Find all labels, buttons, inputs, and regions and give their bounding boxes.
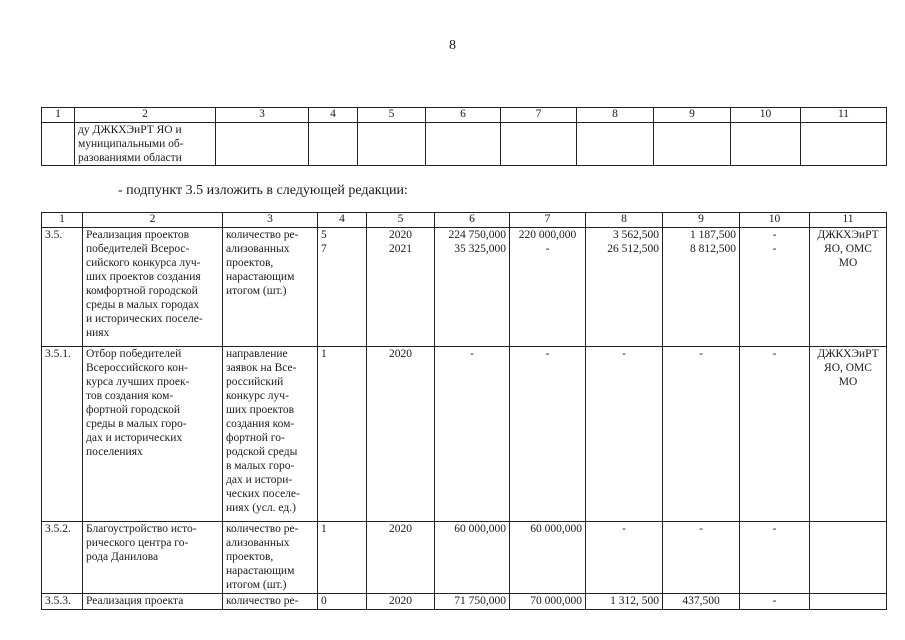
- table-cell: [216, 123, 309, 166]
- indicator-value: 1: [318, 522, 367, 594]
- table-row: [42, 228, 887, 347]
- indicator-name: направление заявок на Все- российский конкурс луч- ших проектов создания ком- фортной го- родской среды в малых горо- дах и истори- ческих поселе- ниях (усл. ед.): [223, 347, 318, 522]
- table-cell: [577, 123, 654, 166]
- year-cell: 2020: [367, 347, 435, 522]
- header-row: [42, 213, 887, 228]
- measure-name: Реализация проекта: [83, 594, 223, 610]
- header-cell: 3: [216, 108, 309, 123]
- funding-cell: -: [663, 347, 740, 522]
- header-cell: 8: [586, 213, 663, 228]
- funding-cell: 224 750,000 35 325,000: [435, 228, 510, 347]
- table-cell: ду ДЖКХЭиРТ ЯО и муниципальными об- разованиями области: [75, 123, 216, 166]
- header-cell: 9: [654, 108, 731, 123]
- indicator-name: количество ре-: [223, 594, 318, 610]
- indicator-value: 5 7: [318, 228, 367, 347]
- funding-cell: -: [510, 347, 586, 522]
- table-row: [42, 347, 887, 522]
- indicator-value: 1: [318, 347, 367, 522]
- header-cell: 10: [731, 108, 801, 123]
- measure-name: Реализация проектов победителей Всерос- сийского конкурса луч- ших проектов создания комфортной городской среды в малых городах и исторических поселе- ниях: [83, 228, 223, 347]
- table-cell: [426, 123, 501, 166]
- header-cell: 6: [426, 108, 501, 123]
- executor-cell: ДЖКХЭиРТ ЯО, ОМС МО: [810, 228, 887, 347]
- funding-cell: 60 000,000: [435, 522, 510, 594]
- table-cell: [501, 123, 577, 166]
- funding-cell: 1 312, 500: [586, 594, 663, 610]
- header-cell: 7: [501, 108, 577, 123]
- header-cell: 6: [435, 213, 510, 228]
- header-cell: 1: [42, 108, 75, 123]
- header-cell: 2: [75, 108, 216, 123]
- funding-cell: 3 562,500 26 512,500: [586, 228, 663, 347]
- executor-cell: [810, 594, 887, 610]
- continuation-table: [41, 107, 887, 166]
- executor-cell: [810, 522, 887, 594]
- header-cell: 9: [663, 213, 740, 228]
- header-cell: 11: [801, 108, 887, 123]
- year-cell: 2020 2021: [367, 228, 435, 347]
- table-cell: [309, 123, 358, 166]
- table-cell: [42, 123, 75, 166]
- header-cell: 5: [367, 213, 435, 228]
- funding-cell: 437,500: [663, 594, 740, 610]
- indicator-value: 0: [318, 594, 367, 610]
- funding-cell: -: [435, 347, 510, 522]
- row-number: 3.5.: [42, 228, 83, 347]
- header-cell: 4: [318, 213, 367, 228]
- funding-cell: -: [740, 594, 810, 610]
- table-cell: [654, 123, 731, 166]
- row-number: 3.5.3.: [42, 594, 83, 610]
- header-cell: 8: [577, 108, 654, 123]
- header-cell: 1: [42, 213, 83, 228]
- page-number: 8: [449, 38, 456, 53]
- header-cell: 3: [223, 213, 318, 228]
- year-cell: 2020: [367, 594, 435, 610]
- funding-cell: -: [740, 347, 810, 522]
- measure-name: Благоустройство исто- рического центра го- рода Данилова: [83, 522, 223, 594]
- row-number: 3.5.1.: [42, 347, 83, 522]
- header-cell: 10: [740, 213, 810, 228]
- header-cell: 11: [810, 213, 887, 228]
- header-cell: 4: [309, 108, 358, 123]
- table-cell: [358, 123, 426, 166]
- year-cell: 2020: [367, 522, 435, 594]
- main-table: [41, 212, 887, 610]
- funding-cell: -: [663, 522, 740, 594]
- funding-cell: 60 000,000: [510, 522, 586, 594]
- funding-cell: 1 187,500 8 812,500: [663, 228, 740, 347]
- funding-cell: 220 000,000 -: [510, 228, 586, 347]
- funding-cell: -: [740, 522, 810, 594]
- indicator-name: количество ре- ализованных проектов, нарастающим итогом (шт.): [223, 522, 318, 594]
- funding-cell: 71 750,000: [435, 594, 510, 610]
- funding-cell: -: [586, 522, 663, 594]
- row-number: 3.5.2.: [42, 522, 83, 594]
- measure-name: Отбор победителей Всероссийского кон- курса лучших проек- тов создания ком- фортной городской среды в малых горо- дах и исторических поселениях: [83, 347, 223, 522]
- table-row: [42, 594, 887, 610]
- funding-cell: - -: [740, 228, 810, 347]
- indicator-name: количество ре- ализованных проектов, нарастающим итогом (шт.): [223, 228, 318, 347]
- header-cell: 2: [83, 213, 223, 228]
- table-row: [42, 522, 887, 594]
- funding-cell: -: [586, 347, 663, 522]
- table-row: [42, 123, 887, 166]
- table-cell: [731, 123, 801, 166]
- header-cell: 7: [510, 213, 586, 228]
- funding-cell: 70 000,000: [510, 594, 586, 610]
- header-cell: 5: [358, 108, 426, 123]
- section-subtitle: - подпункт 3.5 изложить в следующей редакции:: [118, 183, 408, 198]
- header-row: [42, 108, 887, 123]
- table-cell: [801, 123, 887, 166]
- executor-cell: ДЖКХЭиРТ ЯО, ОМС МО: [810, 347, 887, 522]
